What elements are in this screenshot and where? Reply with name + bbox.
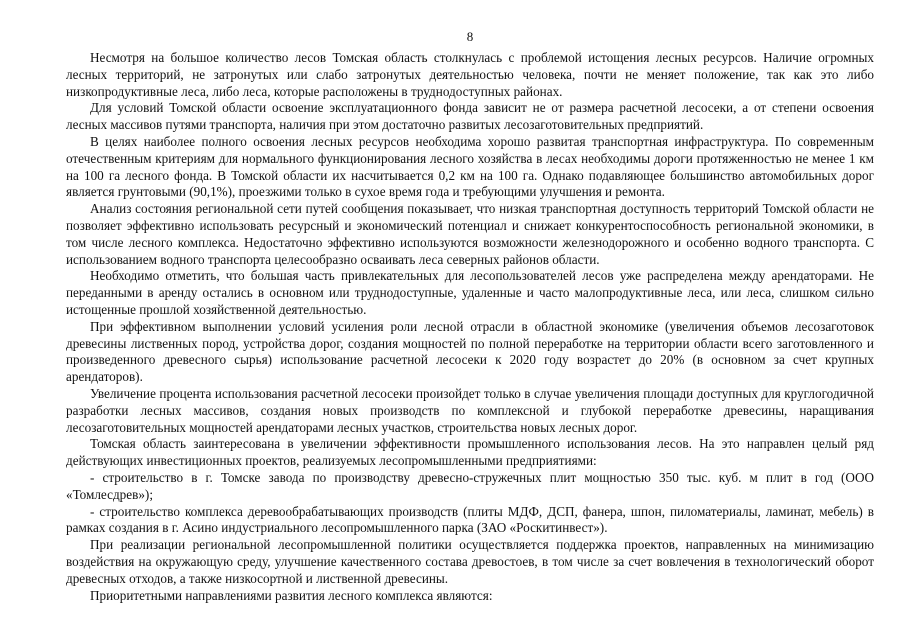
paragraph: Томская область заинтересована в увеличении эффективности промышленного использования лесов. На это направлен целый ряд действующих инвестиционных проектов, реализуемых лесопромышленными предприятиями: (66, 436, 874, 469)
body-text (66, 50, 874, 604)
paragraph: При реализации региональной лесопромышленной политики осуществляется поддержка проектов, направленных на минимизацию воздействия на окружающую среду, улучшение качественного состава древостоев, в том числе за счет вовлечения в технологический оборот древесных отходов, а также низкосортной и лиственной древесины. (66, 537, 874, 586)
paragraph: Увеличение процента использования расчетной лесосеки произойдет только в случае увеличения площади доступных для круглогодичной разработки лесных массивов, создания новых производств по комплексной и глубокой переработке древесины, наращивания лесозаготовительных мощностей арендаторами лесных участков, строительства новых лесных дорог. (66, 385, 874, 435)
paragraph: В целях наиболее полного освоения лесных ресурсов необходима хорошо развитая транспортная инфраструктура. По современным отечественным критериям для нормального функционирования лесного хозяйства в лесах необходимы дороги протяженностью не менее 1 км на 100 га лесного фонда. В Томской области их насчитывается 0,2 км на 100 га. Однако подавляющее большинство автомобильных дорог является грунтовыми (90,1%), проезжими только в сухое время года и требующими улучшения и ремонта. (66, 133, 874, 200)
paragraph: Необходимо отметить, что большая часть привлекательных для лесопользователей лесов уже распределена между арендаторами. Не переданными в аренду остались в основном или труднодоступные, удаленные и часто малопродуктивные леса, или леса, слишком сильно истощенные прошлой хозяйственной деятельностью. (66, 268, 874, 317)
paragraph: Анализ состояния региональной сети путей сообщения показывает, что низкая транспортная доступность территорий Томской области не позволяет эффективно использовать ресурсный и экономический потенциал и снижает конкурентоспособность региональной экономики, в том числе лесного комплекса. Недостаточно эффективно используются возможности железнодорожного и особенно водного транспорта. С использованием водного транспорта целесообразно осваивать леса северных районов области. (66, 201, 874, 267)
document-page (66, 0, 874, 640)
list-item: - строительство комплекса деревообрабатывающих производств (плиты МДФ, ДСП, фанера, шпон, пиломатериалы, ламинат, мебель) в рамках создания в г. Асино индустриального лесопромышленного парка (ЗАО «Роскитинвест»). (66, 503, 874, 536)
list-item: - строительство в г. Томске завода по производству древесно-стружечных плит мощностью 350 тыс. куб. м плит в год (ООО «Томлесдрев»); (66, 469, 874, 502)
paragraph: Для условий Томской области освоение эксплуатационного фонда зависит не от размера расчетной лесосеки, а от степени освоения лесных массивов путями транспорта, наличия при этом достаточно развитых лесозаготовительных предприятий. (66, 100, 874, 133)
page-number: 8 (466, 29, 474, 44)
paragraph: Приоритетными направлениями развития лесного комплекса являются: (90, 587, 493, 603)
paragraph: При эффективном выполнении условий усиления роли лесной отрасли в областной экономике (увеличения объемов лесозаготовок древесины лиственных пород, устройства дорог, создания мощностей по полной переработке на территории области всего заготовленного и произведенного древесного сырья) использование расчетной лесосеки к 2020 году возрастет до 20% (в основном за счет крупных арендаторов). (66, 318, 874, 385)
paragraph: Несмотря на большое количество лесов Томская область столкнулась с проблемой истощения лесных ресурсов. Наличие огромных лесных территорий, не затронутых или слабо затронутых деятельностью человека, почти не меняет положение, так как это либо низкопродуктивные леса, либо леса, которые расположены в труднодоступных районах. (66, 50, 874, 99)
